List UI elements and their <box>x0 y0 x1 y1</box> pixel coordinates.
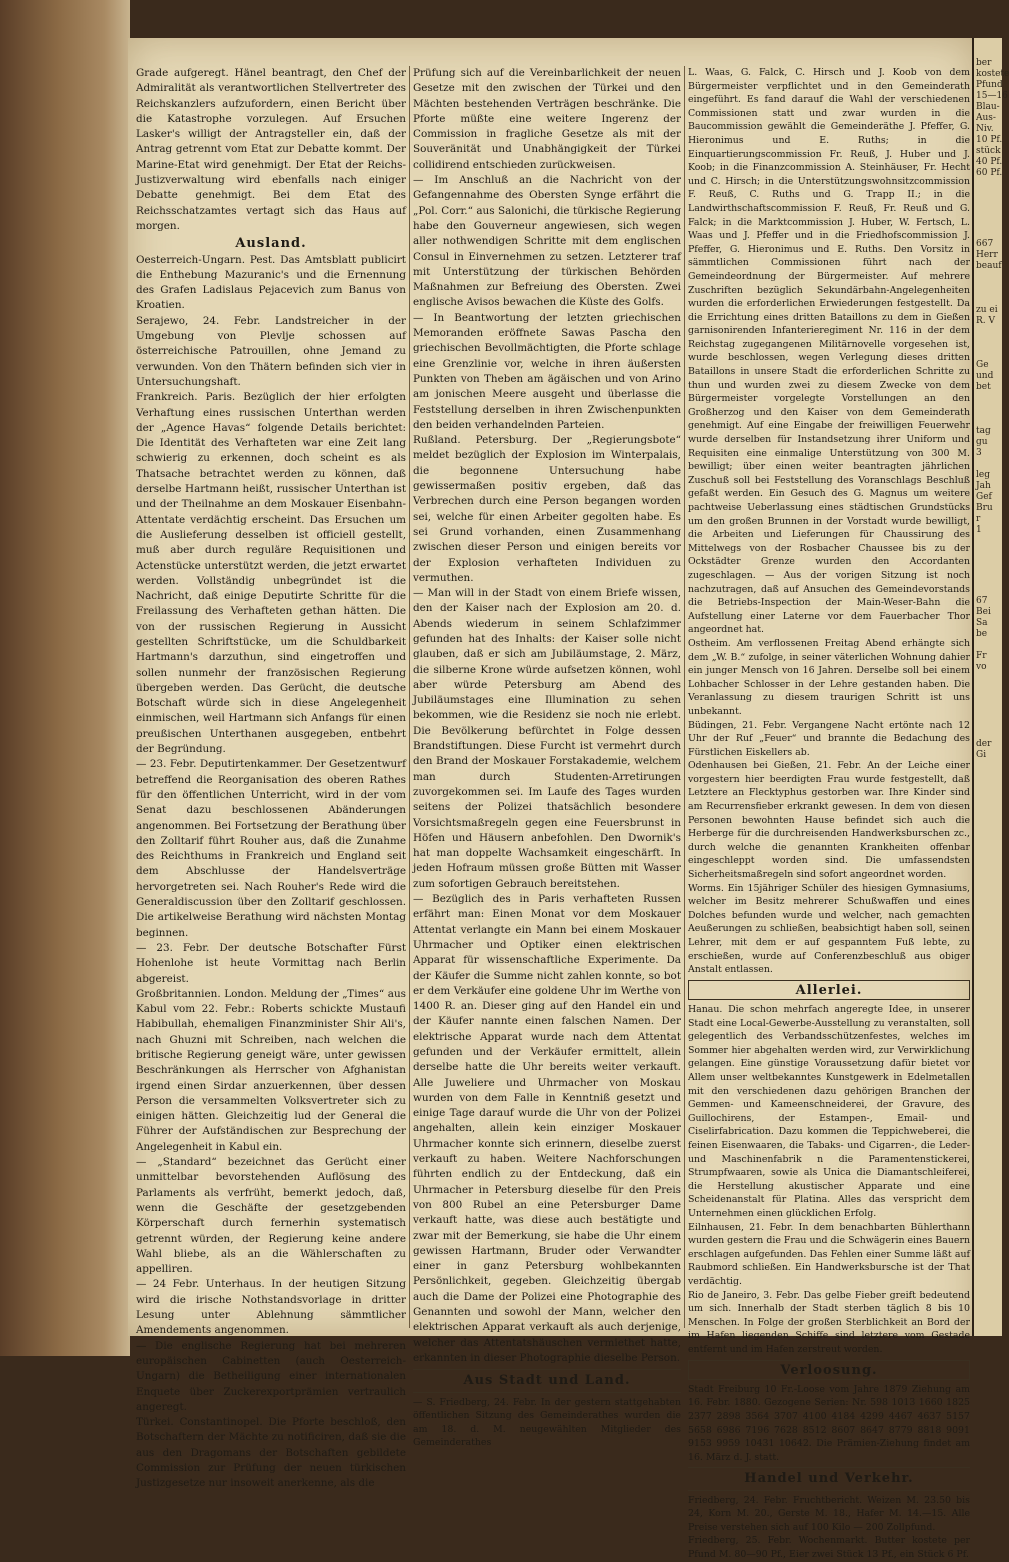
heading-box <box>688 1360 970 1380</box>
adjacent-page-fragment: 67 Bei Sa be Fr vo der Gi <box>976 596 992 760</box>
article-paragraph: — 23. Febr. Deputirtenkammer. Der Gesetzentwurf betreffend die Reorganisation des oberen Rathes für den öffentlichen Unterricht, wird in der vom Senat dazu beschlossenen Abänderungen angenommen. Bei Fortsetzung der Berathung über den Zolltarif führt Rouher aus, daß die Zunahme des Reichthums in Frankreich und England seit dem Abschlusse der Handelsverträge hervorgetreten sei. Nach Rouher's Rede wird die Generaldiscussion über den Zolltarif geschlossen. Die artikelweise Berathung wird nächsten Montag beginnen. <box>136 758 406 939</box>
article-paragraph: Odenhausen bei Gießen, 21. Febr. An der Leiche einer vorgestern hier beerdigten Frau wurde festgestellt, daß Letztere an Flecktyphus gestorben war. Ihre Kinder sind am Recurrensfieber erkrankt gewesen. In dem von diesen Personen bewohnten Hause befindet sich auch die Herberge für die durchreisenden Handwerksburschen zc., durch welche die genannten Krankheiten offenbar eingeschleppt worden sind. Die umfassendsten Sicherheitsmaßregeln sind sofort angeordnet worden. <box>688 760 970 881</box>
adjacent-page-fragment: 667 Herr beauf zu ei R. V Ge und bet tag gu 3 leg Jah Gef Bru r 1 <box>976 239 1002 535</box>
article-paragraph: Hanau. Die schon mehrfach angeregte Idee, in unserer Stadt eine Local-Gewerbe-Ausstellung zu veranstalten, soll gelegentlich des Verbandsschützenfestes, welches im Sommer hier abgehalten werden wird, zur Verwirklichung gelangen. Eine günstige Voraussetzung dafür bietet vor Allem unser weltbekanntes Kunstgewerk in Edelmetallen mit den verschiedenen dazu gehörigen Branchen der Gemmen- und Kameenschneiderei, der Gravure, des Guillochirens, der Estampen-, Email- und Ciselirfabrication. Dazu kommen die Teppichweberei, die feinen Eisenwaaren, die Tabaks- und Cigarren-, die Leder- und Maschinenfabrik n die Paramentenstickerei, Strumpfwaaren, sowie als Unica die Diamantschleiferei, die Herstellung akustischer Apparate und eine Scheidenanstalt für Platina. Alles das verspricht dem Unternehmen einen glücklichen Erfolg. <box>688 1004 970 1219</box>
article-paragraph: Rußland. Petersburg. Der „Regierungsbote“ meldet bezüglich der Explosion im Winterpalais, die begonnene Untersuchung habe gewissermaßen positiv ergeben, daß das Verbrechen durch eine Person begangen worden sei, welche für einen Arbeiter gegolten habe. Es sei Grund vorhanden, einen Zusammenhang zwischen dieser Person und einigen bereits vor der Explosion verhafteten Individuen zu vermuthen. <box>413 434 681 584</box>
section-divider <box>688 1490 970 1491</box>
section-divider <box>413 1369 681 1370</box>
column-rule <box>684 66 685 1328</box>
article-paragraph: L. Waas, G. Falck, C. Hirsch und J. Koob von dem Bürgermeister verpflichtet und in den Gemeinderath eingeführt. Es fand darauf die Wahl der verschiedenen Commissionen statt und zwar wurden in die Baucommission gewählt die Gemeinderäthe J. Pfeffer, G. Hieronimus und E. Ruths; in die Einquartierungscommission Fr. Reuß, J. Huber und J. Koob; in die Finanzcommission A. Steinhäuser, Fr. Hecht und C. Hirsch; in die Unterstützungswohnsitzcommission F. Reuß, C. Ruths und G. Trapp II.; in die Landwirthschaftscommission F. Reuß, Fr. Reuß und G. Falck; in die Marktcommission J. Huber, W. Fertsch, L. Waas und J. Pfeffer und in die Friedhofscommission J. Pfeffer, G. Hieronimus und E. Ruths. Den Vorsitz in sämmtlichen Commissionen führt nach der Gemeindeordnung der Bürgermeister. Auf mehrere Zuschriften bezüglich Sekundärbahn-Angelegenheiten wurden die erforderlichen Erwiederungen festgestellt. Da die Errichtung eines dritten Bataillons zu dem in Gießen garnisonirenden Infanterieregiment Nr. 116 in der dem Reichstag zugegangenen Militärnovelle vorgesehen ist, wurde beschlossen, wegen Verlegung dieses dritten Bataillons in unsere Stadt die erforderlichen Schritte zu thun und wurden zwei zu diesem Zwecke von dem Bürgermeister vorgelegte Vorstellungen an den Großherzog und den Kaiser von dem Gemeinderath genehmigt. Auf eine Eingabe der freiwilligen Feuerwehr wurde derselben für Instandsetzung ihrer Uniform und Requisiten eine einmalige Unterstützung von 300 M. bewilligt; über einen weiter beantragten jährlichen Zuschuß soll bei Feststellung des Voranschlags Beschluß gefaßt werden. Ein Gesuch des G. Magnus um weitere pachtweise Ueberlassung eines städtischen Grundstücks um den großen Brunnen in der Vorstadt wurde bewilligt, die Arbeiten und Lieferungen für Chaussirung des Mittelwegs von der Rosbacher Chaussee bis zu der Ockstädter Grenze wurden den Accordanten zugeschlagen. — Aus der vorigen Sitzung ist noch nachzutragen, daß auf Ansuchen des Gemeindevorstands die Betriebs-Inspection der Main-Weser-Bahn die Aufstellung einer Laterne vor dem Fauerbacher Thor angeordnet hat. <box>688 67 970 636</box>
section-heading-ausland: Ausland. <box>235 236 307 252</box>
lottery-listing: Stadt Freiburg 10 Fr.-Loose vom Jahre 1879 Ziehung am 16. Febr. 1880. Gezogene Serien: Nr. 598 1013 1660 1825 2377 2898 3564 3707 4100 4184 4299 4467 4637 5157 5658 6986 7196 7628 8512 8607 8647 8779 8818 9091 9153 9959 10431 10642. Die Prämien-Ziehung findet am 16. März d. J. statt. <box>688 1383 970 1463</box>
section-divider <box>413 1392 681 1393</box>
column-2 <box>413 66 681 1449</box>
article-paragraph: Großbritannien. London. Meldung der „Times“ aus Kabul vom 22. Febr.: Roberts schickte Mustaufi Habibullah, ehemaligen Finanzminister Shir Ali's, nach Ghuzni mit Schreiben, nach welchen die britische Regierung geneigt wäre, unter gewissen Beschränkungen als Herrscher von Afghanistan irgend einen Sirdar anzuerkennen, über dessen Person die versammelten Volksvertreter sich zu einigen hätten. Gleichzeitig lud der General die Führer der Aufständischen zur Besprechung der Angelegenheit in Kabul ein. <box>136 987 406 1153</box>
article-paragraph: Türkei. Constantinopel. Die Pforte beschloß, den Botschaftern der Mächte zu notificiren, daß sie die aus den Dragomans der Botschaften gebildete Commission zur Prüfung der neuen türkischen Justizgesetze nur insoweit anerkenne, als die <box>136 1416 406 1490</box>
article-paragraph: Frankreich. Paris. Bezüglich der hier erfolgten Verhaftung eines russischen Unterthan werden der „Agence Havas“ folgende Details berichtet: Die Identität des Verhafteten war eine Zeit lang schwierig zu erkennen, doch scheint es als Thatsache betrachtet werden zu können, daß derselbe Hartmann heißt, russischer Unterthan ist und der Theilnahme an dem Moskauer Eisenbahn-Attentate verdächtig erscheint. Das Ersuchen um die Auslieferung desselben ist officiell gestellt, muß aber durch reguläre Requisitionen und Actenstücke unterstützt werden, die jetzt erwartet werden. Vollständig unbegründet ist die Nachricht, daß einige Deputirte Schritte für die Freilassung des Verhafteten gethan hätten. Die von der russischen Regierung in Aussicht gestellten Schriftstücke, um die Schuldbarkeit Hartmann's darzuthun, sind eingetroffen und sollen nunmehr der französischen Regierung übergeben werden. Das Gerücht, die deutsche Botschaft würde sich in diese Angelegenheit einmischen, weil Hartmann sich Anfangs für einen preußischen Unterthanen ausgegeben, entbehrt der Begründung. <box>136 391 406 756</box>
article-paragraph: Büdingen, 21. Febr. Vergangene Nacht ertönte nach 12 Uhr der Ruf „Feuer“ und brannte die Bedachung des Fürstlichen Eiskellers ab. <box>688 719 970 758</box>
article-paragraph: Rio de Janeiro, 3. Febr. Das gelbe Fieber greift bedeutend um sich. Innerhalb der Stadt sterben täglich 8 bis 10 Menschen. In Folge der großen Sterblichkeit an Bord der im Hafen liegenden Schiffe sind letztere vom Gestade entfernt und im Hafen zerstreut worden. <box>688 1289 970 1355</box>
newspaper-page <box>128 38 974 1561</box>
article-paragraph: Eilnhausen, 21. Febr. In dem benachbarten Bühlerthann wurden gestern die Frau und die Schwägerin eines Bauern erschlagen aufgefunden. Das Fehlen einer Summe läßt auf Raubmord schließen. Ein Handwerksbursche ist der That verdächtig. <box>688 1221 970 1287</box>
article-paragraph: — S. Friedberg, 24. Febr. In der gestern stattgehabten öffentlichen Sitzung des Gemeinderathes wurden die am 18. d. M. neugewählten Mitglieder des Gemeinderathes <box>413 1396 681 1449</box>
section-heading-allerlei: Allerlei. <box>795 982 863 998</box>
article-paragraph: Oesterreich-Ungarn. Pest. Das Amtsblatt publicirt die Enthebung Mazuranic's und die Ernennung des Grafen Ladislaus Pejacevich zum Banus von Kroatien. <box>136 253 406 312</box>
adjacent-page-strip <box>972 38 1009 1336</box>
article-paragraph: Serajewo, 24. Febr. Landstreicher in der Umgebung von Plevlje schossen auf österreichische Patrouillen, ohne Jemand zu verwunden. Von den Thätern befinden sich vier in Untersuchungshaft. <box>136 314 406 388</box>
section-divider <box>688 1467 970 1468</box>
column-rule <box>409 66 410 1328</box>
article-paragraph: — „Standard“ bezeichnet das Gerücht einer unmittelbar bevorstehenden Auflösung des Parlaments als verfrüht, bemerkt jedoch, daß, wenn die Geschäfte der gesetzgebenden Körperschaft durch fernerhin systematisch getrennt würden, der Regierung keine andere Wahl bliebe, als an die Wählerschaften zu appelliren. <box>136 1156 406 1276</box>
article-paragraph: — 24 Febr. Unterhaus. In der heutigen Sitzung wird die irische Nothstandsvorlage in dritter Lesung unter Ablehnung sämmtlicher Amendements angenommen. <box>136 1278 406 1337</box>
article-paragraph: — 23. Febr. Der deutsche Botschafter Fürst Hohenlohe ist heute Vormittag nach Berlin abgereist. <box>136 941 406 985</box>
section-heading-handel: Handel und Verkehr. <box>744 1471 914 1487</box>
market-report: Friedberg, 24. Febr. Fruchtbericht. Weizen M. 23.50 bis 24, Korn M. 20., Gerste M. 18., Hafer M. 14.—15. Alle Preise verstehen sich auf 100 Kilo — 200 Zollpfund. <box>688 1494 970 1533</box>
market-report: Friedberg, 25. Febr. Wochenmarkt. Butter kostete per Pfund M. 80—90 Pf., Eier zwei Stück 13 Pf., ein Stück 6 Pf. <box>688 1535 970 1561</box>
heading-box <box>688 980 970 1000</box>
section-heading-stadt-und-land: Aus Stadt und Land. <box>463 1373 631 1389</box>
article-paragraph: — Man will in der Stadt von einem Briefe wissen, den der Kaiser nach der Explosion am 20. d. Abends wiederum in seinem Schlafzimmer gefunden hat des Inhalts: der Kaiser solle nicht glauben, daß er sich am Jubiläumstage, 2. März, die silberne Krone würde aufsetzen können, wohl aber würde Petersburg am Abend des Jubiläumstages eine Illumination zu sehen bekommen, wie die Residenz sie noch nie erlebt. Die Bevölkerung befürchtet in Folge dessen Brandstiftungen. Diese Furcht ist vermehrt durch den Brand der Moskauer Forstakademie, welchem man durch Studenten-Arretirungen zuvorgekommen sei. Im Laufe des Tages wurden seitens der Polizei thatsächlich besondere Vorsichtsmaßregeln gegen eine Feuersbrunst in Höfen und Häusern anbefohlen. Den Dwornik's hat man doppelte Wachsamkeit eingeschärft. In jeden Hofraum müssen große Bütten mit Wasser zum sofortigen Gebrauch bereitstehen. <box>413 587 681 890</box>
article-paragraph: — Im Anschluß an die Nachricht von der Gefangennahme des Obersten Synge erfährt die „Pol. Corr.“ aus Salonichi, die türkische Regierung habe den Gouverneur angewiesen, sich wegen aller nothwendigen Schritte mit dem englischen Consul in Einvernehmen zu setzen. Letzterer traf mit Unterstützung der türkischen Behörden Maßnahmen zur Befreiung des Obersten. Zwei englische Avisos bewachen die Küste des Golfs. <box>413 174 681 309</box>
article-paragraph: Grade aufgeregt. Hänel beantragt, den Chef der Admiralität als verantwortlichen Stellvertreter des Reichskanzlers aufzufordern, einen Bericht über die Katastrophe vorzulegen. Auf Ersuchen Lasker's willigt der Antragsteller ein, daß der Antrag getrennt vom Etat zur Debatte kommt. Der Marine-Etat wird genehmigt. Der Etat der Reichs-Justizverwaltung wird ebenfalls nach einiger Debatte genehmigt. Bei dem Etat des Reichsschatzamtes vertagt sich das Haus auf morgen. <box>136 67 406 232</box>
book-binding <box>0 0 130 1356</box>
article-paragraph: Ostheim. Am verflossenen Freitag Abend erhängte sich dem „W. B.“ zufolge, in seiner väterlichen Wohnung dahier ein junger Mensch von 16 Jahren. Derselbe soll bei einem Lohbacher Schlosser in der Lehre gestanden haben. Die Veranlassung zu diesem traurigen Schritt ist uns unbekannt. <box>688 637 970 717</box>
article-paragraph: — Die englische Regierung hat bei mehreren europäischen Cabinetten (auch Oesterreich-Ungarn) die Betheiligung einer internationalen Enquete über Zuckerexportprämien vertraulich angeregt. <box>136 1339 406 1413</box>
column-1 <box>136 66 406 1490</box>
article-paragraph: Prüfung sich auf die Vereinbarlichkeit der neuen Gesetze mit den zwischen der Türkei und den Mächten bestehenden Verträgen beschränke. Die Pforte müßte eine weitere Ingerenz der Commission in fragliche Gesetze als mit der Souveränität und Unabhängigkeit der Türkei collidirend entschieden zurückweisen. <box>413 67 681 171</box>
adjacent-page-fragment: ber kostete Pfund 15—16 Blau- Aus- Niv. 10 Pf. stück 40 Pf. 60 Pf. <box>976 58 1009 178</box>
section-heading-verloosung: Verloosung. <box>780 1362 878 1378</box>
article-paragraph: — Bezüglich des in Paris verhafteten Russen erfährt man: Einen Monat vor dem Moskauer Attentat verlangte ein Mann bei einem Moskauer Uhrmacher und Optiker einen elektrischen Apparat für wissenschaftliche Experimente. Da der Käufer die Summe nicht zahlen konnte, so bot er dem Verkäufer eine goldene Uhr im Werthe von 1400 R. an. Dieser ging auf den Handel ein und der Käufer nannte einen falschen Namen. Der elektrische Apparat wurde nach dem Attentat gefunden und der Verkäufer ermittelt, allein derselbe hatte die Uhr bereits weiter verkauft. Alle Juweliere und Uhrmacher von Moskau wurden von dem Falle in Kenntniß gesetzt und einige Tage darauf wurde die Uhr von der Polizei angehalten, allein kein einziger Moskauer Uhrmacher konnte sich erinnern, dieselbe zuerst verkauft zu haben. Weitere Nachforschungen führten endlich zu der Entdeckung, daß ein Uhrmacher in Petersburg dieselbe für den Preis von 800 Rubel an eine Petersburger Dame verkauft hatte, was diese auch bestätigte und zwar mit der Bemerkung, sie habe die Uhr einem gewissen Hartmann, Bruder oder Verwandter einer in ganz Petersburg wohlbekannten Persönlichkeit, gegeben. Gleichzeitig übergab auch die Dame der Polizei eine Photographie des Genannten und sowohl der Mann, welcher den elektrischen Apparat verkauft als auch derjenige, welcher das Attentatshäuschen vermiethet hatte, erkannten in dieser Photographie dieselbe Person. <box>413 893 681 1364</box>
column-3 <box>688 66 970 1561</box>
article-paragraph: — In Beantwortung der letzten griechischen Memoranden eröffnete Sawas Pascha den griechischen Bevollmächtigten, die Pforte schlage eine Grenzlinie vor, welche in ihren äußersten Punkten von Theben am ägäischen und von Arino am jonischen Meere ausgeht und überlasse die Feststellung derselben in ihren Zwischenpunkten den beiden verhandelnden Parteien. <box>413 311 681 431</box>
article-paragraph: Worms. Ein 15jähriger Schüler des hiesigen Gymnasiums, welcher im Besitz mehrerer Schußwaffen und eines Dolches befunden wurde und welcher, nach gemachten Aeußerungen zu schließen, beabsichtigt haben soll, seinen Lehrer, mit dem er auf gespanntem Fuß lebte, zu erschießen, wurde auf Conferenzbeschluß aus obiger Anstalt entlassen. <box>688 882 970 976</box>
